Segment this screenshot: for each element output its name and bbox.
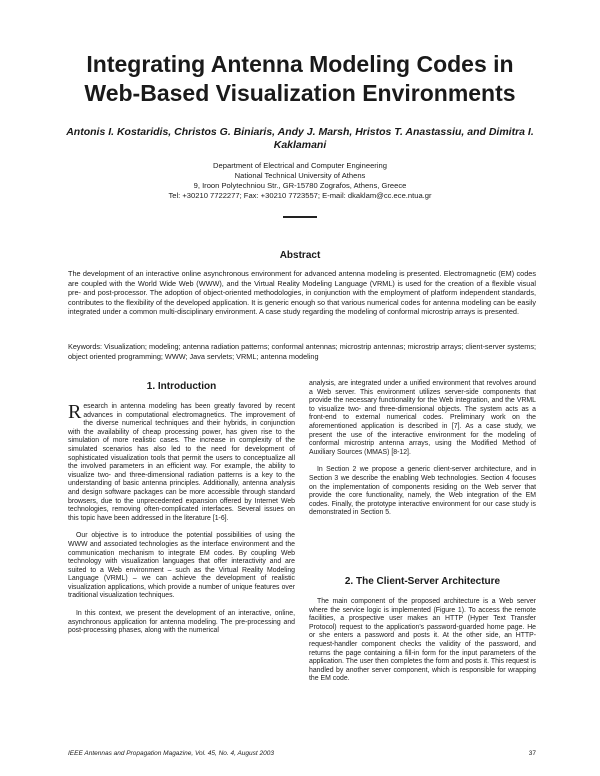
abstract-text: The development of an interactive online asynchronous environment for advanced antenna modeling is presented. Electromagnetic (EM) codes are coupled with the World Wide Web (WWW), and the Virtual Reality Modeling Language (VRML) is used for the creation of a flexible visual pre- and post-processor. The adoption of object-oriented methodologies, in conjunction with the employment of platform independent standards, contributes to the flexibility of the developed application. It is generic enough so that various numerical codes for antenna modeling can be easily integrated under a common multi-disciplinary environment. A case study regarding the modeling of conformal microstrip arrays is presented. bbox=[68, 269, 536, 317]
right-paragraph-2: In Section 2 we propose a generic client-server architecture, and in Section 3 we describe the enabling Web technologies. Section 4 focuses on the implementation of components residing on the Web server that provide the core functionality, namely, the Web integration of the EM codes. Finally, the prototype interactive environment for our case study is demonstrated in Section 5. bbox=[309, 466, 536, 517]
affiliation-dept: Department of Electrical and Computer Engineering bbox=[213, 161, 387, 170]
paper-title bbox=[0, 50, 600, 108]
affiliation bbox=[90, 161, 510, 201]
intro-paragraph-2: Our objective is to introduce the potential possibilities of using the WWW and associated technologies as the interface environment and the communication mechanism to integrate EM codes. By coupling Web technology with visualization languages that offer interactivity and are suited to a Web environment – such as the Virtual Reality Modeling Language (VRML) – we can achieve the development of realistic visualization applications, which provide a number of unique features over traditional visualization techniques. bbox=[68, 532, 295, 600]
affiliation-univ: National Technical University of Athens bbox=[234, 171, 366, 180]
keywords: Keywords: Visualization; modeling; antenna radiation patterns; conformal antennas; microstrip antennas; microstrip arrays; client-server systems; object oriented programming; WWW; Java servlets; VRML; antenna modeling bbox=[68, 342, 536, 361]
intro-paragraph-1-text: esearch in antenna modeling has been greatly favored by recent advances in computational electromagnetics. The improvement of the diverse numerical techniques and their hybrids, in conjunction with the availability of cheap processing power, has given rise to the simulation of more realistic cases. The increase in complexity of the simulated scenarios has also led to the need for development of sophisticated visualization tools that permit the users to conceptualize all the involved parameters in an efficient way. For example, the ability to visualize two- and three-dimensional radiation patterns is a key to the understanding of basic antenna principles. Additionally, antenna analysis and design software packages can be more accessible through standard browsers, due to the unprecedented expansion offered by Internet Web technologies, removing often-complicated interfaces. Several issues on this topic have been addressed in the literature [1-6]. bbox=[68, 403, 295, 522]
left-column bbox=[68, 403, 295, 645]
title-line-1: Integrating Antenna Modeling Codes in bbox=[86, 51, 514, 77]
section-1-heading: 1. Introduction bbox=[146, 381, 217, 392]
footer-citation: IEEE Antennas and Propagation Magazine, Vol. 45, No. 4, August 2003 bbox=[68, 750, 274, 757]
abstract-heading: Abstract bbox=[279, 250, 321, 261]
author-list: Antonis I. Kostaridis, Christos G. Biniaris, Andy J. Marsh, Hristos T. Anastassiu, and Dimitra I. Kaklamani bbox=[66, 126, 534, 151]
section-2-paragraph-1: The main component of the proposed architecture is a Web server where the service logic is implemented (Figure 1). To access the remote facilities, a prospective user makes an HTTP (Hyper Text Transfer Protocol) request to the application's password-guarded home page. He or she enters a password and posts it. At the other side, an HTTP-request-handler component checks the validity of the password, and returns the page containing a fill-in form for the input parameters of the application. The user then completes the form and posts it. This request is handled by another server component, which is responsible for wrapping the EM code. bbox=[309, 598, 536, 683]
section-2-heading: 2. The Client-Server Architecture bbox=[344, 576, 501, 587]
page-number: 37 bbox=[528, 750, 536, 757]
right-column-bottom bbox=[309, 598, 536, 693]
affiliation-contact: Tel: +30210 7722277; Fax: +30210 7723557; E-mail: dkaklam@cc.ece.ntua.gr bbox=[168, 191, 432, 200]
right-paragraph-1: analysis, are integrated under a unified environment that revolves around a Web server. This environment utilizes server-side components that provide the necessary functionality for the Web integration, and the VRML to visualize two- and three-dimensional objects. The system acts as a front-end to external numerical codes. Preliminary work on the aforementioned application is described in [7]. As a case study, we present the use of the interactive environment for the modeling of conformal microstrip antenna arrays, using the Modified Method of Auxiliary Sources (MMAS) [8-12]. bbox=[309, 380, 536, 456]
right-column-top bbox=[309, 380, 536, 527]
intro-paragraph-1 bbox=[68, 403, 295, 523]
drop-cap: R bbox=[68, 401, 82, 423]
divider bbox=[283, 216, 317, 218]
affiliation-address: 9, Iroon Polytechniou Str., GR-15780 Zografos, Athens, Greece bbox=[193, 181, 407, 190]
title-line-2: Web-Based Visualization Environments bbox=[84, 80, 516, 106]
intro-paragraph-3: In this context, we present the development of an interactive, online, asynchronous application for antenna modeling. The pre-processing and post-processing phases, along with the numerical bbox=[68, 610, 295, 635]
page-footer bbox=[68, 750, 536, 757]
